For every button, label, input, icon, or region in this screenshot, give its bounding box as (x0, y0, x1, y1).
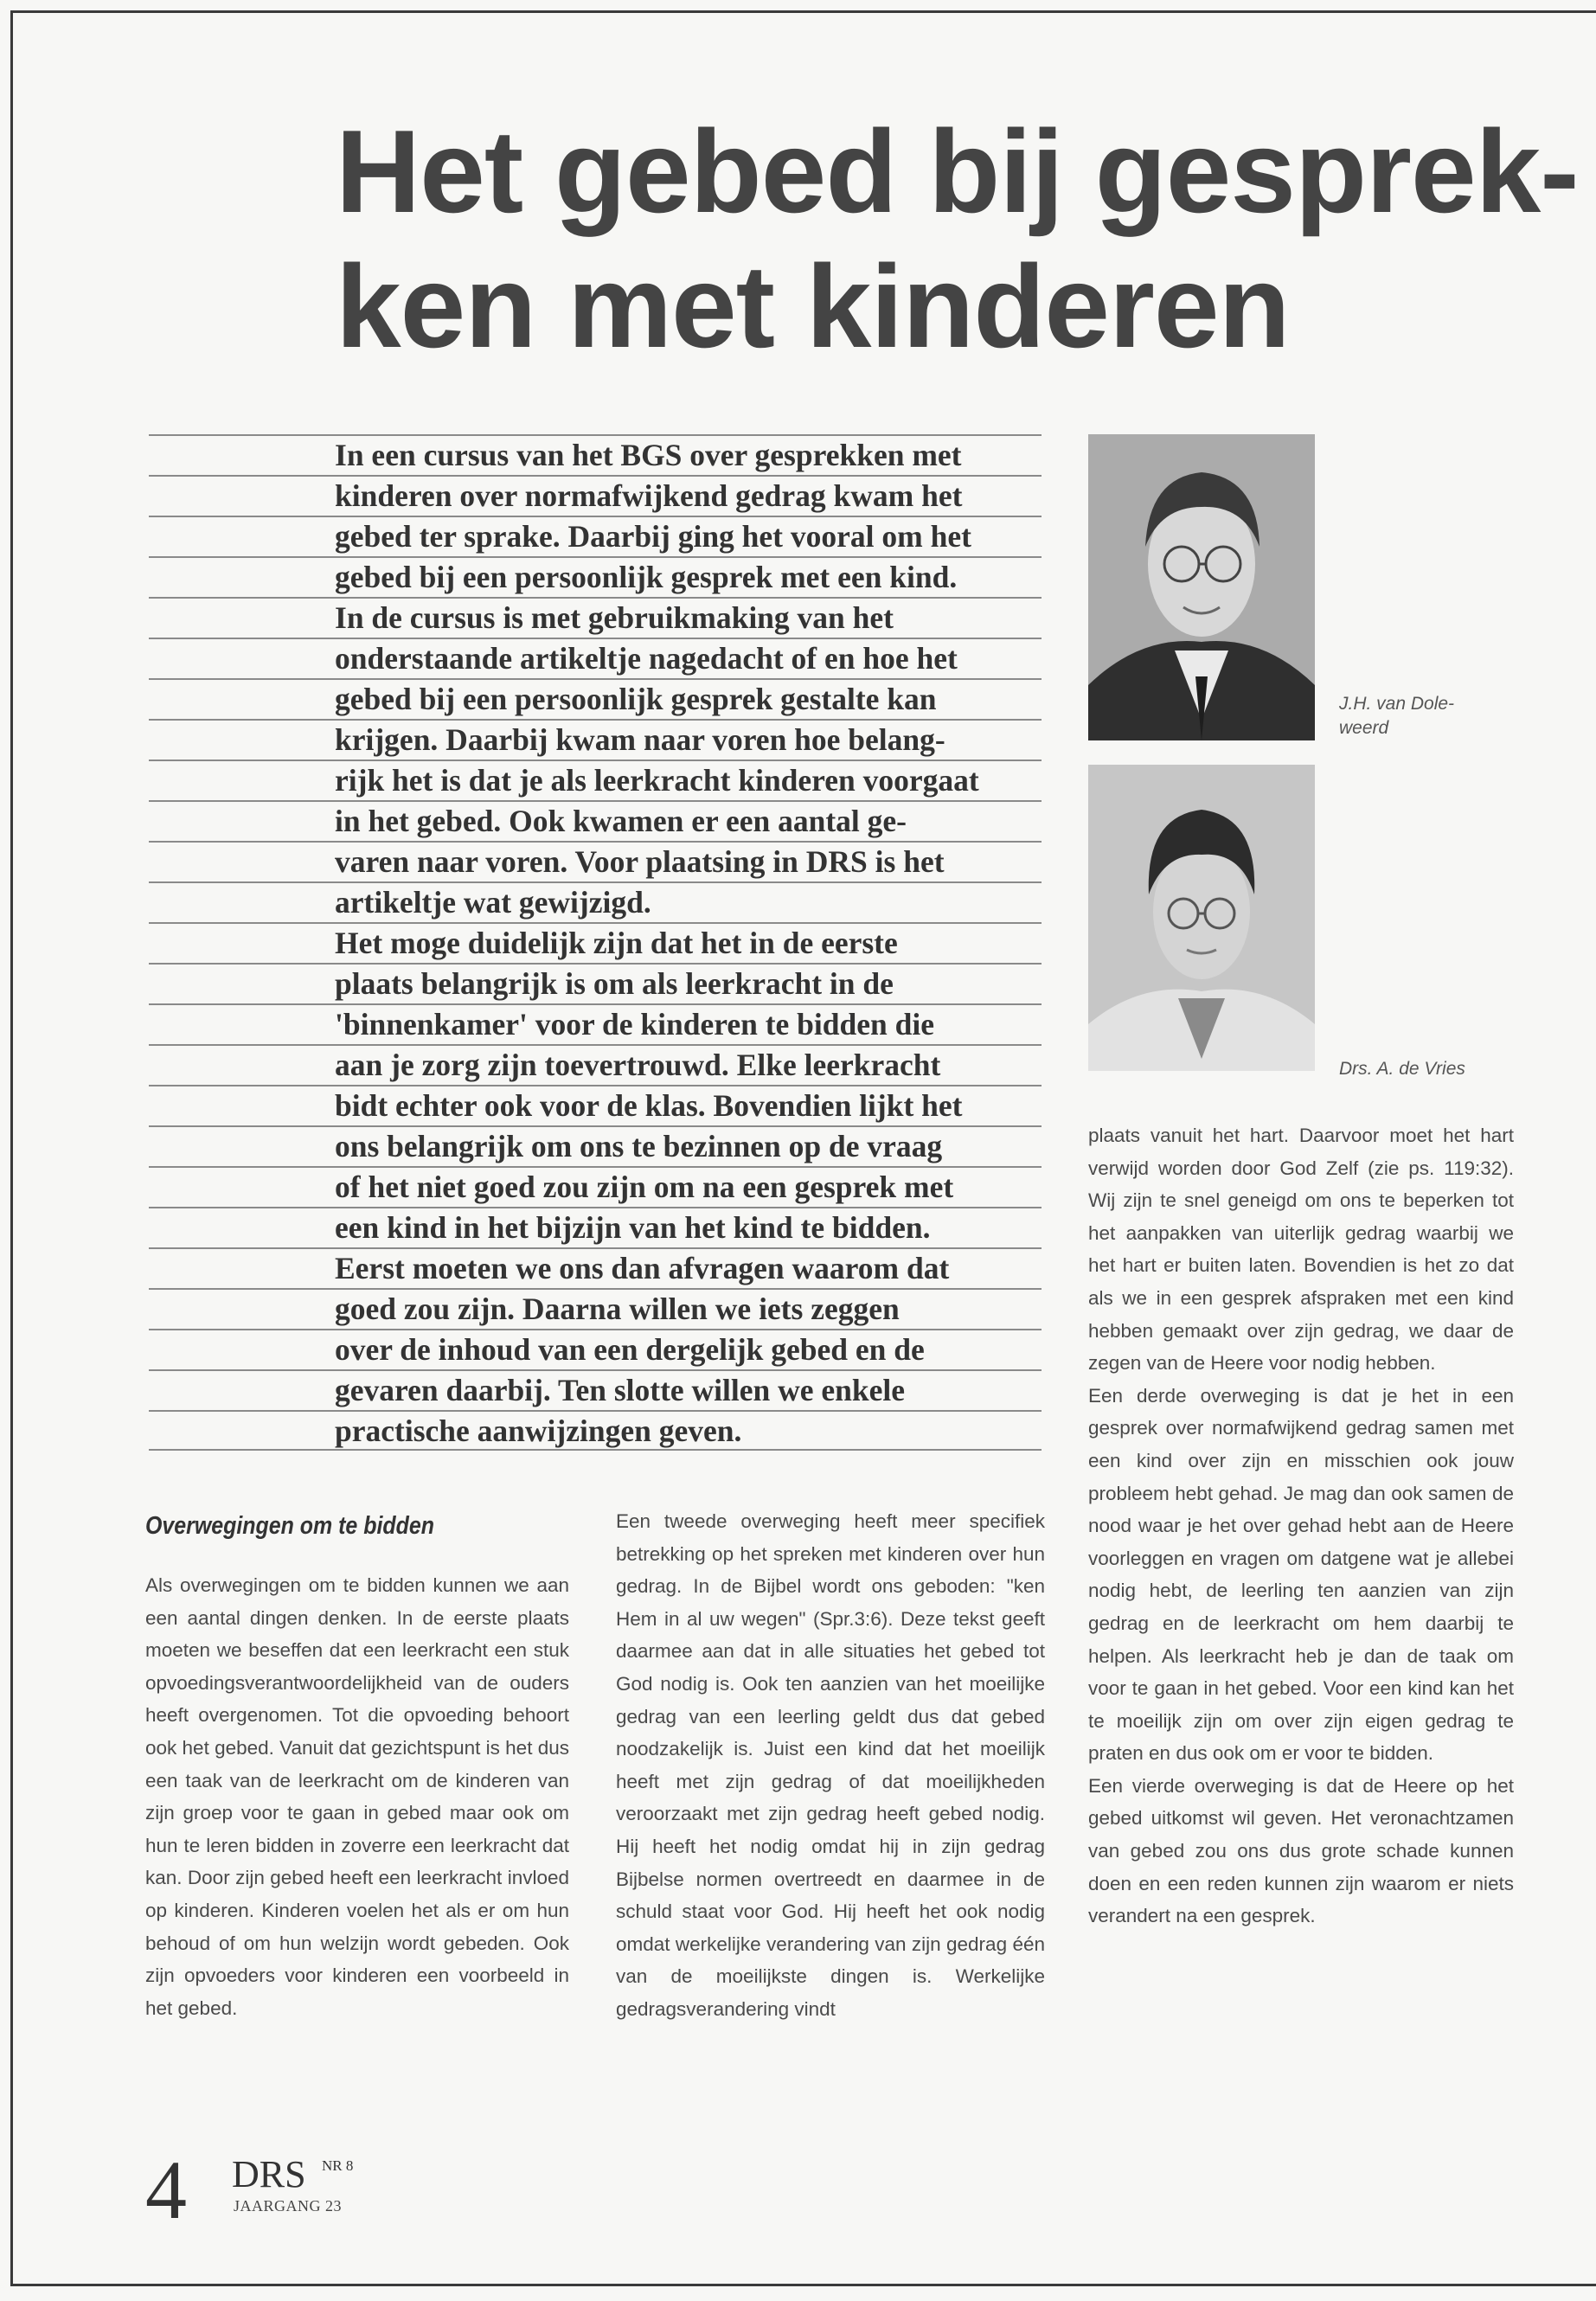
intro-line: gebed bij een persoonlijk gesprek met een kind. (149, 556, 1042, 597)
intro-line: over de inhoud van een dergelijk gebed en de (149, 1329, 1042, 1369)
intro-line: gevaren daarbij. Ten slotte willen we enkele (149, 1369, 1042, 1410)
intro-line: varen naar voren. Voor plaatsing in DRS is het (149, 841, 1042, 881)
body-column-3 (1088, 1119, 1514, 1932)
intro-line: plaats belangrijk is om als leerkracht in de (149, 963, 1042, 1003)
intro-line: een kind in het bijzijn van het kind te bidden. (149, 1207, 1042, 1247)
intro-line: of het niet goed zou zijn om na een gesprek met (149, 1166, 1042, 1207)
paragraph: Een vierde overweging is dat de Heere op het gebed uitkomst wil geven. Het veronachtzamen van gebed zou ons dus grote schade kunnen doen en een reden kunnen zijn waarom er niets verandert na een gesprek. (1088, 1774, 1514, 1927)
article-title (336, 104, 1579, 374)
paragraph: Een tweede overweging heeft meer specifiek betrekking op het spreken met kinderen over hun gedrag. In de Bijbel wordt ons geboden: "ken Hem in al uw wegen" (Spr.3:6). Deze tekst geeft daarmee aan dat in alle situaties het gebed tot God nodig is. Ook ten aanzien van het moeilijke gedrag van een leerling geldt dus dat gebed noodzakelijk is. Juist een kind dat het moeilijk heeft met zijn gedrag of dat moeilijkheden veroorzaakt met zijn gedrag heeft gebed nodig. Hij heeft het nodig omdat hij in zijn gedrag Bijbelse normen overtreedt en daarmee in de schuld staat voor God. Hij heeft het ook nodig omdat werkelijke verandering van zijn gedrag één van de moeilijkste dingen is. Werkelijke gedragsverandering vindt (616, 1510, 1045, 2020)
intro-line: In een cursus van het BGS over gesprekken met (149, 434, 1042, 475)
intro-line: artikeltje wat gewijzigd. (149, 881, 1042, 922)
paragraph: Als overwegingen om te bidden kunnen we aan een aantal dingen denken. In de eerste plaats moeten we beseffen dat een leerkracht een stuk opvoedingsverantwoordelijkheid van de ouders heeft overgenomen. Tot die opvoeding behoort ook het gebed. Vanuit dat gezichtspunt is het dus een taak van de leerkracht om de kinderen van zijn groep voor te gaan in gebed maar ook om hun te leren bidden in zoverre een leerkracht dat kan. Door zijn gebed heeft een leerkracht invloed op kinderen. Kinderen voelen het als er om hun behoud of om hun welzijn wordt gebeden. Ook zijn opvoeders voor kinderen een voorbeeld in het gebed. (145, 1574, 569, 2019)
page-number: 4 (145, 2144, 187, 2236)
intro-line: rijk het is dat je als leerkracht kinderen voorgaat (149, 760, 1042, 800)
section-heading: Overwegingen om te bidden (145, 1512, 434, 1540)
author-caption-1: J.H. van Dole-weerd (1339, 694, 1455, 738)
intro-line: krijgen. Daarbij kwam naar voren hoe belang- (149, 719, 1042, 760)
magazine-logo: DRS (232, 2153, 306, 2195)
volume-label: JAARGANG 23 (234, 2197, 343, 2214)
intro-line: in het gebed. Ook kwamen er een aantal ge- (149, 800, 1042, 841)
page-border-top (10, 10, 1596, 13)
intro-line: aan je zorg zijn toevertrouwd. Elke leerkracht (149, 1044, 1042, 1085)
page-border-left (10, 10, 13, 2285)
intro-line: 'binnenkamer' voor de kinderen te bidden die (149, 1003, 1042, 1044)
intro-line: bidt echter ook voor de klas. Bovendien lijkt het (149, 1085, 1042, 1125)
intro-line: practische aanwijzingen geven. (149, 1410, 1042, 1451)
author-photo-1 (1088, 434, 1315, 740)
intro-line: Het moge duidelijk zijn dat het in de eerste (149, 922, 1042, 963)
author-photo-2 (1088, 765, 1315, 1071)
intro-line: gebed bij een persoonlijk gesprek gestalte kan (149, 678, 1042, 719)
page-border-bottom (10, 2284, 1596, 2286)
paragraph: Een derde overweging is dat je het in een gesprek over normafwijkend gedrag samen met een kind over zijn en misschien ook jouw probleem hebt gehad. Je mag dan ook samen de nood waar je het over gehad hebt aan de Heere voorleggen en vragen om datgene wat je allebei nodig hebt, de leerling ten aanzien van zijn gedrag en de leerkracht om hem daarbij te helpen. Als leerkracht heb je dan de taak om voor te gaan in het gebed. Voor een kind kan het te moeilijk zijn om over zijn eigen gedrag te praten en dus ook om er voor te bidden. (1088, 1384, 1514, 1765)
intro-line: In de cursus is met gebruikmaking van het (149, 597, 1042, 638)
intro-line: gebed ter sprake. Daarbij ging het vooral om het (149, 516, 1042, 556)
intro-line: Eerst moeten we ons dan afvragen waarom dat (149, 1247, 1042, 1288)
body-column-1 (145, 1569, 569, 2024)
title-line-2: ken met kinderen (336, 240, 1290, 372)
paragraph: plaats vanuit het hart. Daarvoor moet het hart verwijd worden door God Zelf (zie ps. 119:32). Wij zijn te snel geneigd om ons te beperken tot het aanpakken van uiterlijk gedrag waarbij we het hart er buiten laten. Bovendien is het zo dat als we in een gesprek afspraken met een kind hebben gemaakt over zijn gedrag, we daar de zegen van de Heere voor nodig hebben. (1088, 1125, 1514, 1375)
intro-line: ons belangrijk om ons te bezinnen op de vraag (149, 1125, 1042, 1166)
body-column-2 (616, 1505, 1045, 2026)
title-line-1: Het gebed bij gesprek- (336, 106, 1579, 237)
intro-line: goed zou zijn. Daarna willen we iets zeggen (149, 1288, 1042, 1329)
intro-text (149, 434, 1042, 1451)
intro-line: kinderen over normafwijkend gedrag kwam het (149, 475, 1042, 516)
author-caption-2: Drs. A. de Vries (1339, 1059, 1465, 1079)
intro-line: onderstaande artikeltje nagedacht of en hoe het (149, 638, 1042, 678)
issue-number: NR 8 (322, 2157, 354, 2174)
